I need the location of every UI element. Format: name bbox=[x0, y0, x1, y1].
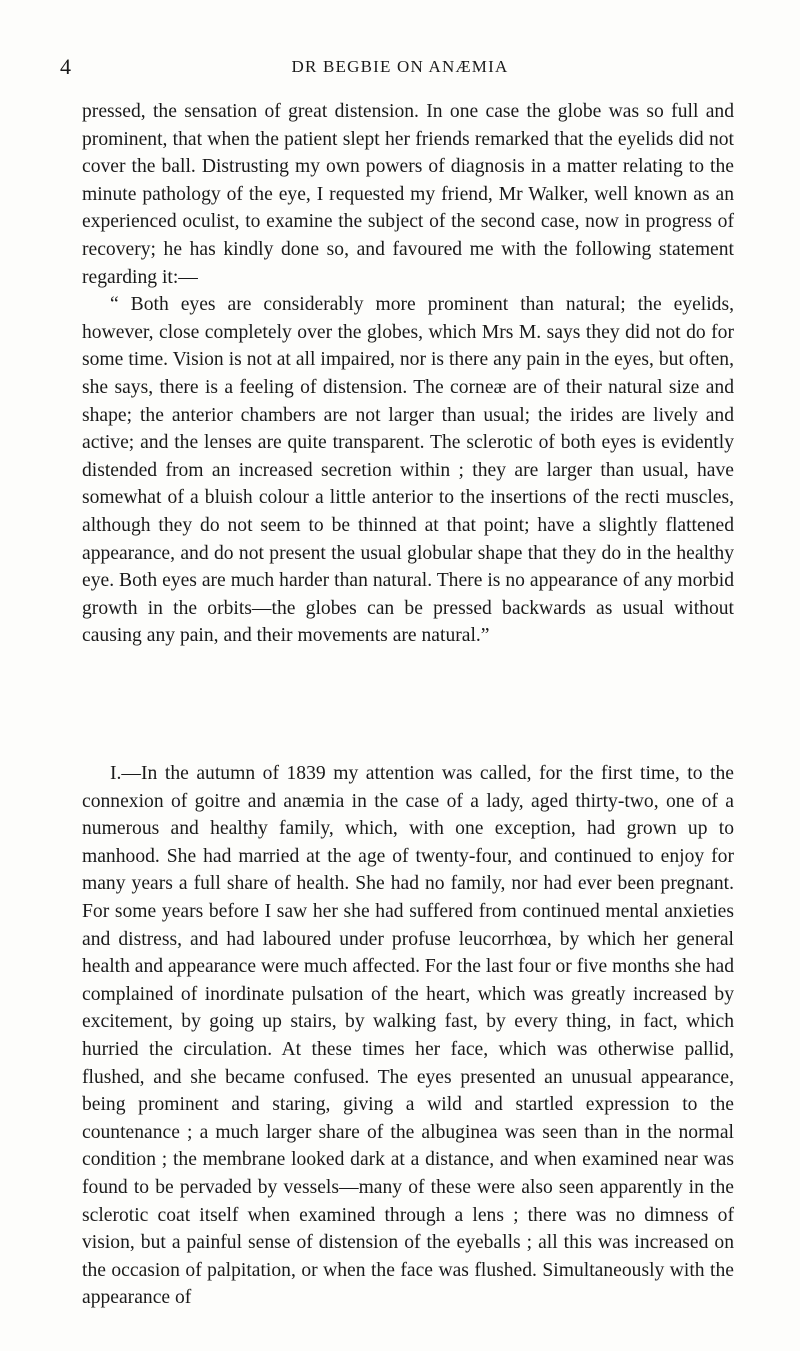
quoted-statement: “ Both eyes are considerably more prominent than natural; the eyelids, however, close completely over the globes, which Mrs M. says they did not do for some time. Vision is not at all impaired, nor is there any pain in the eyes, but often, she says, there is a feeling of distension. The corneæ are of their natural size and shape; the anterior chambers are not larger than usual; the irides are lively and active; and the lenses are quite transparent. The sclerotic of both eyes is evidently distended from an increased secretion within ; they are larger than usual, have somewhat of a bluish colour a little anterior to the insertions of the recti muscles, although they do not seem to be thinned at that point; have a slightly flattened appearance, and do not present the usual globular shape that they do in the healthy eye. Both eyes are much harder than natural. There is no appearance of any morbid growth in the orbits—the globes can be pressed backwards as usual without causing any pain, and their movements are natural.” bbox=[82, 294, 734, 647]
text-block-bottom bbox=[82, 760, 734, 1312]
page-header bbox=[60, 52, 740, 82]
page-number: 4 bbox=[60, 54, 71, 79]
case-paragraph: I.—In the autumn of 1839 my attention was called, for the first time, to the connexion of goitre and anæmia in the case of a lady, aged thirty-two, one of a numerous and healthy family, which, with one exception, had grown up to manhood. She had married at the age of twenty-four, and continued to enjoy for many years a full share of health. She had no family, nor had ever been pregnant. For some years before I saw her she had suffered from continued mental anxieties and distress, and had laboured under profuse leucorrhœa, by which her general health and appearance were much affected. For the last four or five months she had complained of inordinate pulsation of the heart, which was greatly increased by excitement, by going up stairs, by walking fast, by every thing, in fact, which hurried the circulation. At these times her face, which was otherwise pallid, flushed, and she became confused. The eyes presented an unusual appearance, being prominent and staring, giving a wild and startled expression to the countenance ; a much larger share of the albuginea was seen than in the normal condition ; the membrane looked dark at a distance, and when examined near was found to be pervaded by vessels—many of these were also seen apparently in the sclerotic coat itself when examined through a lens ; there was no dimness of vision, but a painful sense of distension of the eyeballs ; all this was increased on the occasion of palpitation, or when the face was flushed. Simultaneously with the appearance of bbox=[82, 763, 734, 1309]
body-paragraph: pressed, the sensation of great distension. In one case the globe was so full and prominent, that when the patient slept her friends remarked that the eyelids did not cover the ball. Distrusting my own powers of diagnosis in a matter relating to the minute pathology of the eye, I requested my friend, Mr Walker, well known as an experienced oculist, to examine the subject of the second case, now in progress of recovery; he has kindly done so, and favoured me with the following statement regarding it:— bbox=[82, 101, 734, 288]
text-block-top bbox=[82, 98, 734, 650]
running-head: DR BEGBIE ON ANÆMIA bbox=[291, 57, 509, 76]
